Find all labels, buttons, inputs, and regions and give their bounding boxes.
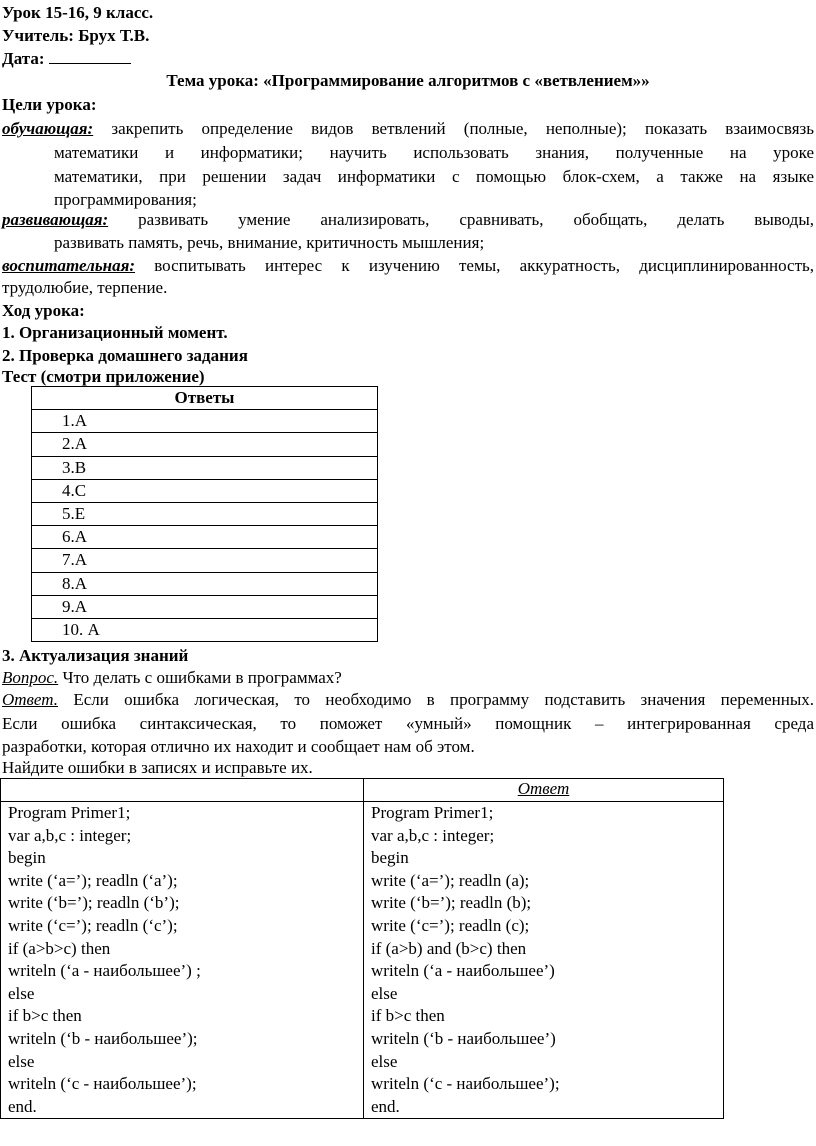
topic-line: Тема урока: «Программирование алгоритмов с «ветвлением»»: [166, 71, 650, 90]
teaching-goal-line-1: закрепить определение видов ветвлений (полные, неполные); показать взаимосвязь: [111, 119, 814, 138]
code-line: end.: [8, 1096, 37, 1116]
code-line: writeln (‘c - наибольшее’);: [8, 1074, 197, 1094]
lesson-title: Урок 15-16, 9 класс.: [2, 3, 154, 22]
code-right-cell: [364, 802, 724, 1119]
answer-row: 8.А: [32, 572, 378, 595]
developing-goal: [2, 208, 814, 232]
progress-heading: Ход урока:: [2, 301, 85, 320]
code-line: if b>c then: [371, 1006, 445, 1026]
section-3-heading: 3. Актуализация знаний: [2, 646, 189, 665]
answer-row: 4.С: [32, 479, 378, 502]
code-header-right: [364, 779, 724, 802]
code-line: write (‘a=’); readln (‘a’);: [8, 870, 178, 890]
code-line: if (a>b>c) then: [8, 938, 111, 958]
upbringing-goal-line-2: трудолюбие, терпение.: [2, 278, 168, 297]
code-line: var a,b,c : integer;: [8, 825, 132, 845]
date-blank: [49, 48, 131, 64]
code-line: write (‘c=’); readln (‘c’);: [8, 915, 178, 935]
code-line: writeln (‘a - наибольшее’) ;: [8, 961, 201, 981]
question-text: Что делать с ошибками в программах?: [62, 668, 342, 687]
code-line: writeln (‘b - наибольшее’);: [8, 1028, 198, 1048]
answer-label: Ответ.: [2, 690, 58, 709]
code-line: Program Primer1;: [371, 803, 494, 822]
code-header-answer: Ответ: [517, 779, 570, 798]
test-line: Тест (смотри приложение): [2, 367, 205, 386]
code-line: if b>c then: [8, 1006, 82, 1026]
code-line: if (a>b) and (b>c) then: [371, 938, 527, 958]
step-1: 1. Организационный момент.: [2, 323, 228, 342]
code-line: Program Primer1;: [8, 803, 131, 822]
developing-goal-line-2: развивать память, речь, внимание, критичность мышления;: [54, 233, 485, 252]
code-line: begin: [8, 848, 46, 868]
date-line: [2, 48, 131, 70]
answer-row: 7.А: [32, 549, 378, 572]
code-line: writeln (‘b - наибольшее’): [371, 1028, 556, 1048]
code-line: writeln (‘a - наибольшее’): [371, 961, 555, 981]
code-line: else: [371, 1051, 398, 1071]
code-line: write (‘c=’); readln (c);: [371, 915, 530, 935]
answer-row: 1.А: [32, 410, 378, 433]
answer-row: 5.Е: [32, 502, 378, 525]
answer-row: 6.А: [32, 526, 378, 549]
code-line: begin: [371, 848, 409, 868]
goals-heading: Цели урока:: [2, 95, 97, 114]
answer-row: 3.В: [32, 456, 378, 479]
upbringing-goal: [2, 254, 814, 278]
teaching-goal-line-2: математики и информатики; научить использовать знания, полученные на уроке: [54, 143, 814, 162]
teaching-goal: [2, 117, 814, 141]
answer-line-1: Если ошибка логическая, то необходимо в программу подставить значения переменных.: [73, 690, 814, 709]
teaching-goal-cont: [54, 141, 814, 212]
code-header-left: [1, 779, 364, 802]
question-label: Вопрос.: [2, 668, 59, 687]
step-2: 2. Проверка домашнего задания: [2, 346, 248, 365]
date-label: Дата:: [2, 49, 45, 68]
code-line: write (‘b=’); readln (‘b’);: [8, 893, 180, 913]
code-line: write (‘a=’); readln (a);: [371, 870, 530, 890]
code-line: else: [8, 1051, 35, 1071]
teaching-goal-line-3: математики, при решении задач информатики с помощью блок-схем, а также на языке: [54, 166, 814, 186]
answers-header: Ответы: [32, 387, 378, 410]
code-left-cell: [1, 802, 364, 1119]
upbringing-goal-line-1: воспитывать интерес к изучению темы, аккуратность, дисциплинированность,: [154, 256, 814, 275]
code-table: [0, 778, 724, 1119]
teacher-line: Учитель: Брух Т.В.: [2, 26, 150, 45]
answer-line-2: Если ошибка синтаксическая, то поможет «умный» помощник – интегрированная среда: [2, 713, 814, 733]
task-line: Найдите ошибки в записях и исправьте их.: [2, 758, 313, 777]
answer-row: 9.А: [32, 595, 378, 618]
developing-goal-line-1: развивать умение анализировать, сравнивать, обобщать, делать выводы,: [138, 210, 815, 229]
teaching-goal-line-4: программирования;: [54, 190, 197, 209]
code-line: else: [371, 983, 398, 1003]
code-line: else: [8, 983, 35, 1003]
upbringing-goal-label: воспитательная:: [2, 256, 136, 275]
answer-line-3: разработки, которая отлично их находит и сообщает нам об этом.: [2, 737, 475, 756]
teaching-goal-label: обучающая:: [2, 119, 94, 138]
answers-table: [31, 386, 378, 642]
code-line: var a,b,c : integer;: [371, 825, 495, 845]
answer-row: 10. А: [32, 618, 378, 641]
code-line: write (‘b=’); readln (b);: [371, 893, 532, 913]
answer-paragraph: [2, 688, 814, 759]
question-line: [2, 667, 342, 689]
answer-row: 2.А: [32, 433, 378, 456]
developing-goal-label: развивающая:: [2, 210, 109, 229]
code-line: end.: [371, 1096, 400, 1116]
code-line: writeln (‘c - наибольшее’);: [371, 1074, 560, 1094]
